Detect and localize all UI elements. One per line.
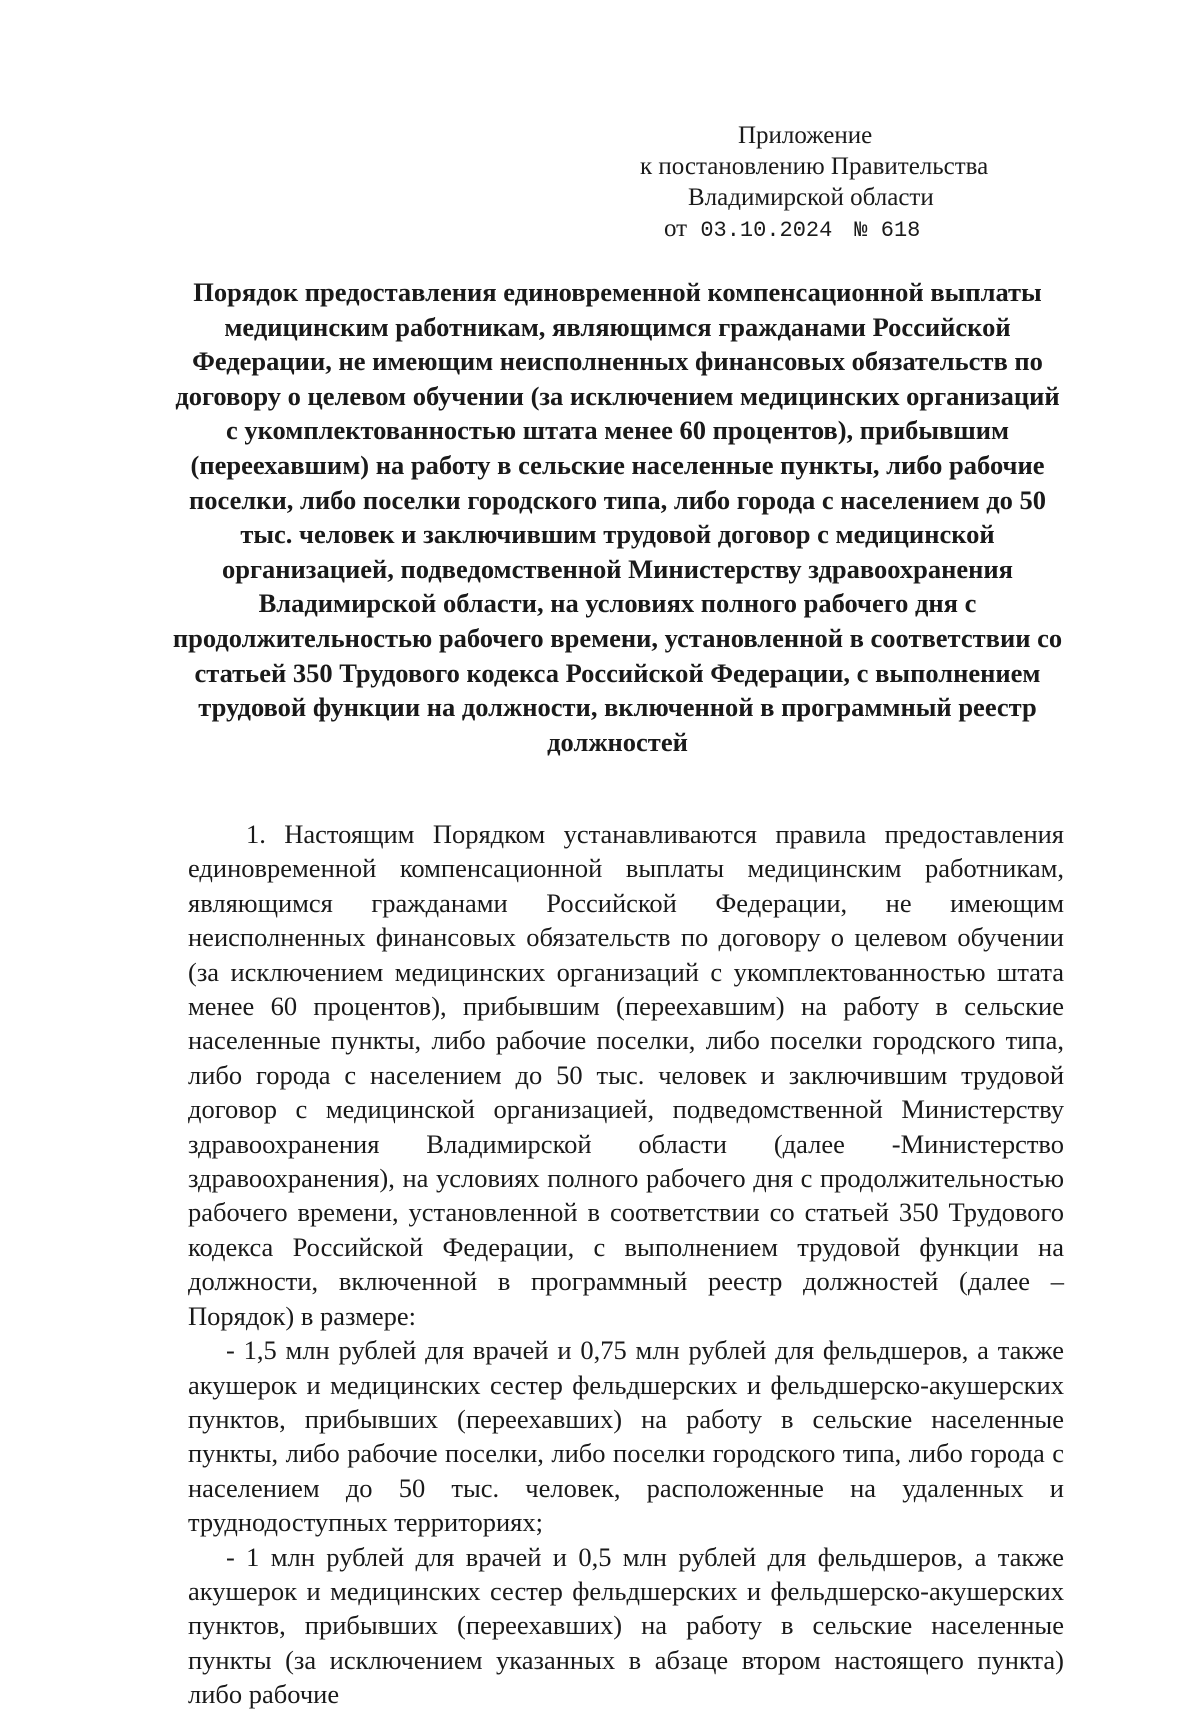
appendix-label: Приложение: [738, 122, 873, 149]
document-body: [188, 817, 1064, 1712]
appendix-resolution-line: к постановлению Правительства: [640, 153, 989, 180]
paragraph-bullet-1: - 1,5 млн рублей для врачей и 0,75 млн рублей для фельдшеров, а также акушерок и медицинских сестер фельдшерских и фельдшерско-акушерских пунктов, прибывших (переехавших) на работу в сельские населенные пункты, либо рабочие поселки, либо поселки городского типа, либо города с населением до 50 тыс. человек, расположенные на удаленных и труднодоступных территориях;: [188, 1335, 1064, 1538]
paragraph-bullet-2: - 1 млн рублей для врачей и 0,5 млн рублей для фельдшеров, а также акушерок и медицинских сестер фельдшерских и фельдшерско-акушерских пунктов, прибывших (переехавших) на работу в сельские населенные пункты (за исключением указанных в абзаце втором настоящего пункта) либо рабочие: [188, 1541, 1064, 1710]
resolution-date: 03.10.2024: [700, 218, 833, 243]
from-label: от: [664, 215, 688, 242]
appendix-header: [640, 120, 1080, 246]
appendix-date-number-line: [640, 213, 1080, 246]
resolution-number: 618: [880, 218, 921, 243]
number-label: №: [854, 218, 868, 243]
document-title: Порядок предоставления единовременной компенсационной выплаты медицинским работникам, являющимся гражданами Российской Федерации, не имеющим неисполненных финансовых обязательств по договору о целевом обучении (за исключением медицинских организаций с укомплектованностью штата менее 60 процентов), прибывшим (переехавшим) на работу в сельские населенные пункты, либо рабочие поселки, либо поселки городского типа, либо города с населением до 50 тыс. человек и заключившим трудовой договор с медицинской организацией, подведомственной Министерству здравоохранения Владимирской области, на условиях полного рабочего дня с продолжительностью рабочего времени, установленной в соответствии со статьей 350 Трудового кодекса Российской Федерации, с выполнением трудовой функции на должности, включенной в программный реестр должностей: [172, 277, 1063, 757]
appendix-region-line: Владимирской области: [688, 184, 934, 211]
paragraph-1: 1. Настоящим Порядком устанавливаются правила предоставления единовременной компенсационной выплаты медицинским работникам, являющимся гражданами Российской Федерации, не имеющим неисполненных финансовых обязательств по договору о целевом обучении (за исключением медицинских организаций с укомплектованностью штата менее 60 процентов), прибывшим (переехавшим) на работу в сельские населенные пункты, либо рабочие поселки, либо поселки городского типа, либо города с населением до 50 тыс. человек и заключившим трудовой договор с медицинской организацией, подведомственной Министерству здравоохранения Владимирской области (далее -Министерство здравоохранения), на условиях полного рабочего дня с продолжительностью рабочего времени, установленной в соответствии со статьей 350 Трудового кодекса Российской Федерации, с выполнением трудовой функции на должности, включенной в программный реестр должностей (далее – Порядок) в размере:: [188, 819, 1064, 1331]
